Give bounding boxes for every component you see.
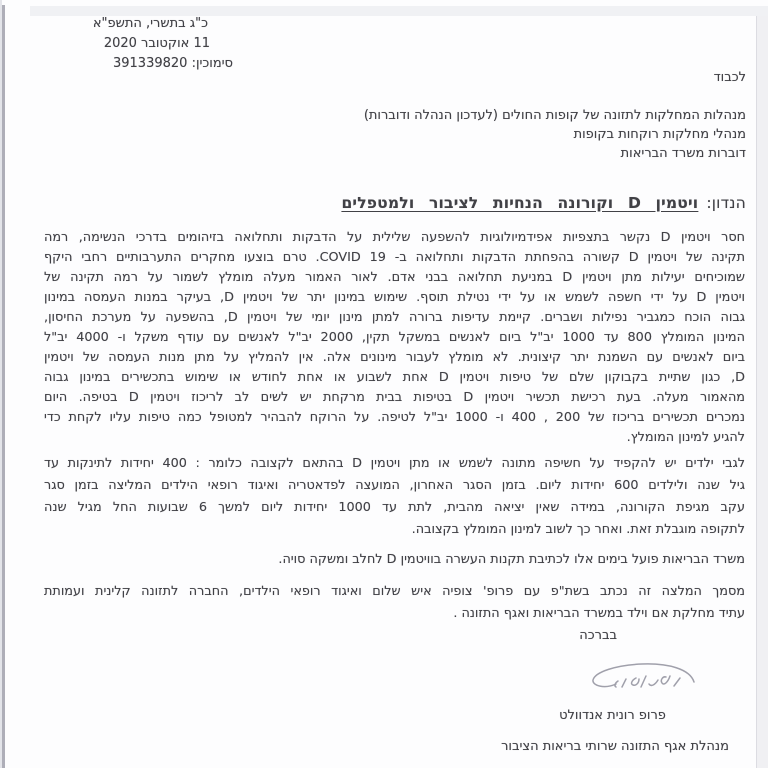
hebrew-date: כ"ג בתשרי, התשפ"א [92, 16, 208, 31]
body-line: משרד הבריאות פועל בימים אלו לכתיבת תקנות העשרה בוויטמין D לחלב ומשקה סויה. [278, 552, 745, 567]
reference-number: סימוכין: 391339820 [112, 56, 233, 71]
gregorian-date: 11 אוקטובר 2020 [103, 36, 210, 51]
signature-scribble [572, 656, 702, 704]
body-line: ויטמין D על ידי חשפה לשמש או על ידי נטילת תוסף. שימוש במינון יתר של ויטמין D, בעיקר במנות העמסה במינון [44, 290, 745, 305]
signatory-title: מנהלת אגף התזונה שרותי בריאות הציבור [501, 739, 729, 754]
body-line: עתיד מחלקת אם וילד במשרד הבריאות ואגף התזונה . [453, 606, 745, 621]
body-line: גבוה הוכח כמגביר נפילות ושברים. קיימת עדיפות ברורה למתן מינון יומי של ויטמין D, בהשפעה על מערכת החיסון, [44, 310, 745, 325]
body-line: עקב מגיפת הקורונה, במידה שאין יציאה מהבית, לתת עד 1000 יחידות ליום למשך 6 שבועות החל מגיל שנה [44, 500, 745, 515]
recipient-line: מנהלות המחלקות לתזונה של קופות החולים (לעדכון הנהלה ודוברות) [363, 108, 746, 123]
body-line: לתקופה מוגבלת זאת. ואחר כך לשוב למינון המומלץ בקצובה. [411, 522, 745, 537]
signatory-name: פרופ רונית אנדוולט [559, 708, 666, 723]
body-line: נמכרים תכשירים בריכוז של 200 , 400 ו- 1000 יב"ל לטיפה. על הרוקח להבהיר למטופל כמה טיפות עליו לקחת כדי [44, 410, 745, 425]
body-line: ביום לאנשים עם השמנת יתר קיצונית. לא מומלץ לעבור מינונים אלה. אין להמליץ על מתן מנות העמסה של ויטמין [44, 350, 745, 365]
recipient-list [364, 106, 746, 163]
scan-top-edge [30, 6, 768, 16]
body-line: מהאמור מעלה. בעת רכישת תכשיר ויטמין D בטיפות בבית מרקחת יש לשים לב לריכוז ויטמין D בטיפה. היום [44, 390, 745, 405]
recipient-line: מנהלי מחלקות רוקחות בקופות [573, 127, 746, 142]
body-line: D, כגון שתיית בקבוקון שלם של טיפות ויטמין D אחת לשבוע או אחת לחודש או שימוש בתכשירים במינון גבוה [44, 370, 745, 385]
scan-right-edge [756, 16, 768, 768]
body-line: תקינה של ויטמין D קשורה בהפחתת הדבקות ותחלואה ב- COVID 19. טרם בוצעו מחקרים התערבותיים רחבי היקף [44, 250, 745, 265]
recipient-line: דוברות משרד הבריאות [620, 146, 746, 161]
body-line: לגבי ילדים יש להקפיד על חשיפה מתונה לשמש או מתן ויטמין D בהתאם לקצובה כלומר : 400 יחידות לתינקות עד [44, 456, 746, 471]
body-line: חסר ויטמין D נקשר בתצפיות אפידמיולוגיות להשפעה שלילית על הדבקות ותחלואה בזיהומים בדרכי הנשימה, רמה [44, 230, 745, 245]
salutation: לכבוד [713, 70, 746, 85]
paragraph-vitamin-d-adults [44, 228, 745, 448]
body-line: להגיע למינון המומלץ. [626, 430, 745, 445]
subject-title: ויטמין D וקורונה הנחיות לציבור ולמטפלים [341, 194, 699, 212]
body-line: המינון המומלץ 800 עד 1000 יב"ל ביום לאנשים במשקל תקין, 2000 יב"ל לאנשים עם עודף משקל ו- 4000 יב"ל [44, 330, 745, 345]
paragraph-collaboration [44, 581, 745, 625]
body-line: שמוכיחים יעילות מתן ויטמין D במניעת תחלואה בבני אדם. לאור האמור מעלה מומלץ לשמור על רמה תקינה של [44, 270, 745, 285]
paragraph-children [44, 453, 745, 541]
paragraph-fortification [44, 549, 745, 571]
body-line: מסמך המלצה זה נכתב בשת"פ עם פרופ' צופיה איש שלום ואיגוד רופאי הילדים, החברה לתזונה קלינית ועמותת [44, 584, 745, 599]
subject-line [341, 194, 746, 212]
scan-left-edge-line [2, 5, 5, 768]
subject-label: הנדון: [706, 194, 746, 212]
body-line: גיל שנה ולילדים 600 יחידות ליום. בזמן הסגר האחרון, המועצה לפדאטריה ואיגוד רופאי הילדים המליצה בזמן סגר [44, 478, 745, 493]
closing-word: בברכה [579, 628, 617, 643]
